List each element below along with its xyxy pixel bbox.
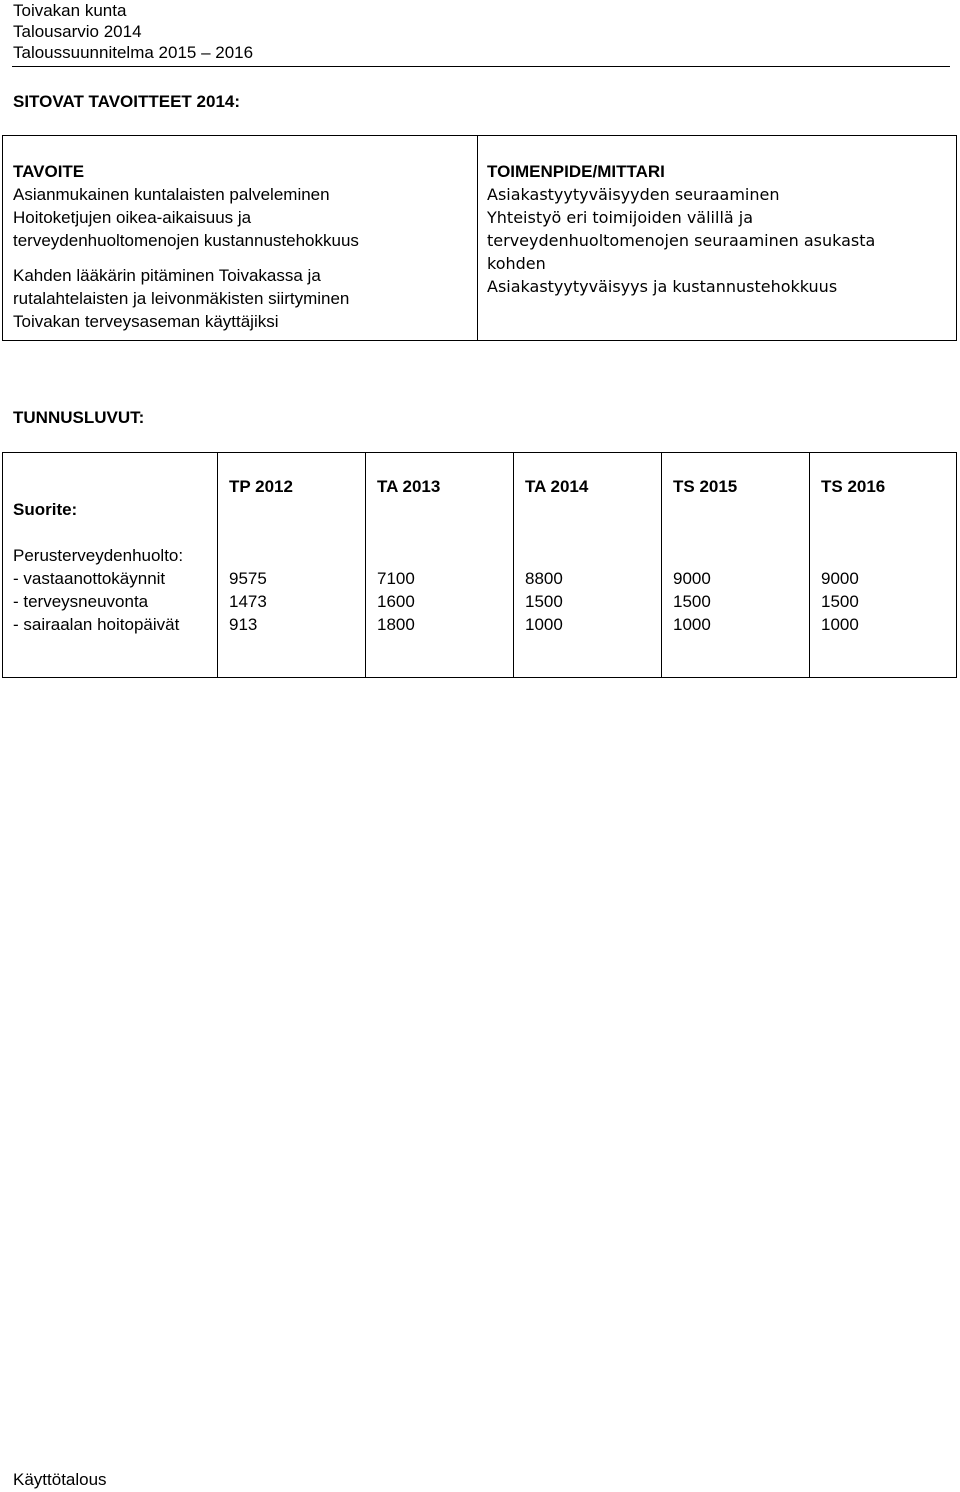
cell-value: 1473 bbox=[229, 592, 267, 611]
values-column-ts2016 bbox=[821, 567, 859, 636]
row-label: - sairaalan hoitopäivät bbox=[13, 615, 180, 634]
values-column-tp2012 bbox=[229, 567, 267, 636]
year-header: TP 2012 bbox=[229, 477, 293, 496]
year-header: TA 2014 bbox=[525, 477, 589, 496]
cell-value: 7100 bbox=[377, 569, 415, 588]
key-figures-title: TUNNUSLUVUT: bbox=[13, 408, 145, 427]
cell-value: 9000 bbox=[821, 569, 859, 588]
measure-line: Asiakastyytyväisyyden seuraaminen bbox=[487, 185, 780, 204]
column-divider bbox=[513, 453, 514, 677]
year-header: TA 2013 bbox=[377, 477, 441, 496]
goals-column-divider bbox=[477, 136, 478, 340]
values-column-ts2015 bbox=[673, 567, 711, 636]
goal-line: terveydenhuoltomenojen kustannustehokkuus bbox=[13, 231, 359, 250]
measure-column bbox=[487, 160, 947, 298]
cell-value: 1000 bbox=[821, 615, 859, 634]
column-divider bbox=[661, 453, 662, 677]
year-header: TS 2016 bbox=[821, 477, 886, 496]
column-divider bbox=[809, 453, 810, 677]
values-column-ta2013 bbox=[377, 567, 415, 636]
header-divider bbox=[12, 66, 950, 67]
year-header: TS 2015 bbox=[673, 477, 738, 496]
row-labels bbox=[13, 544, 183, 636]
plan-title: Taloussuunnitelma 2015 – 2016 bbox=[13, 43, 254, 62]
values-column-ta2014 bbox=[525, 567, 563, 636]
cell-value: 1000 bbox=[525, 615, 563, 634]
goal-column bbox=[13, 160, 468, 333]
goals-table bbox=[2, 135, 957, 341]
column-divider bbox=[217, 453, 218, 677]
binding-goals-title: SITOVAT TAVOITTEET 2014: bbox=[13, 92, 241, 111]
measure-line: terveydenhuoltomenojen seuraaminen asukasta bbox=[487, 231, 876, 250]
category-label: Perusterveydenhuolto: bbox=[13, 546, 184, 565]
municipality-name: Toivakan kunta bbox=[13, 1, 127, 20]
cell-value: 9000 bbox=[673, 569, 711, 588]
measure-heading: TOIMENPIDE/MITTARI bbox=[487, 162, 665, 181]
cell-value: 8800 bbox=[525, 569, 563, 588]
measure-line: Yhteistyö eri toimijoiden välillä ja bbox=[487, 208, 754, 227]
goal-line: rutalahtelaisten ja leivonmäkisten siirtyminen bbox=[13, 289, 350, 308]
cell-value: 1800 bbox=[377, 615, 415, 634]
cell-value: 9575 bbox=[229, 569, 267, 588]
cell-value: 1500 bbox=[821, 592, 859, 611]
document-header bbox=[13, 0, 253, 63]
measure-line: Asiakastyytyväisyys ja kustannustehokkuus bbox=[487, 277, 838, 296]
key-figures-table bbox=[2, 452, 957, 678]
cell-value: 1600 bbox=[377, 592, 415, 611]
row-label: - vastaanottokäynnit bbox=[13, 569, 166, 588]
cell-value: 913 bbox=[229, 615, 258, 634]
cell-value: 1500 bbox=[525, 592, 563, 611]
goal-line: Kahden lääkärin pitäminen Toivakassa ja bbox=[13, 266, 321, 285]
row-header-label: Suorite: bbox=[13, 500, 78, 519]
column-divider bbox=[365, 453, 366, 677]
goal-heading: TAVOITE bbox=[13, 162, 85, 181]
measure-line: kohden bbox=[487, 254, 546, 273]
cell-value: 1000 bbox=[673, 615, 711, 634]
row-label: - terveysneuvonta bbox=[13, 592, 149, 611]
goal-line: Toivakan terveysaseman käyttäjiksi bbox=[13, 312, 279, 331]
cell-value: 1500 bbox=[673, 592, 711, 611]
goal-line: Hoitoketjujen oikea-aikaisuus ja bbox=[13, 208, 252, 227]
operating-economy-heading: Käyttötalous bbox=[13, 1470, 107, 1489]
budget-title: Talousarvio 2014 bbox=[13, 22, 142, 41]
goal-line: Asianmukainen kuntalaisten palveleminen bbox=[13, 185, 330, 204]
